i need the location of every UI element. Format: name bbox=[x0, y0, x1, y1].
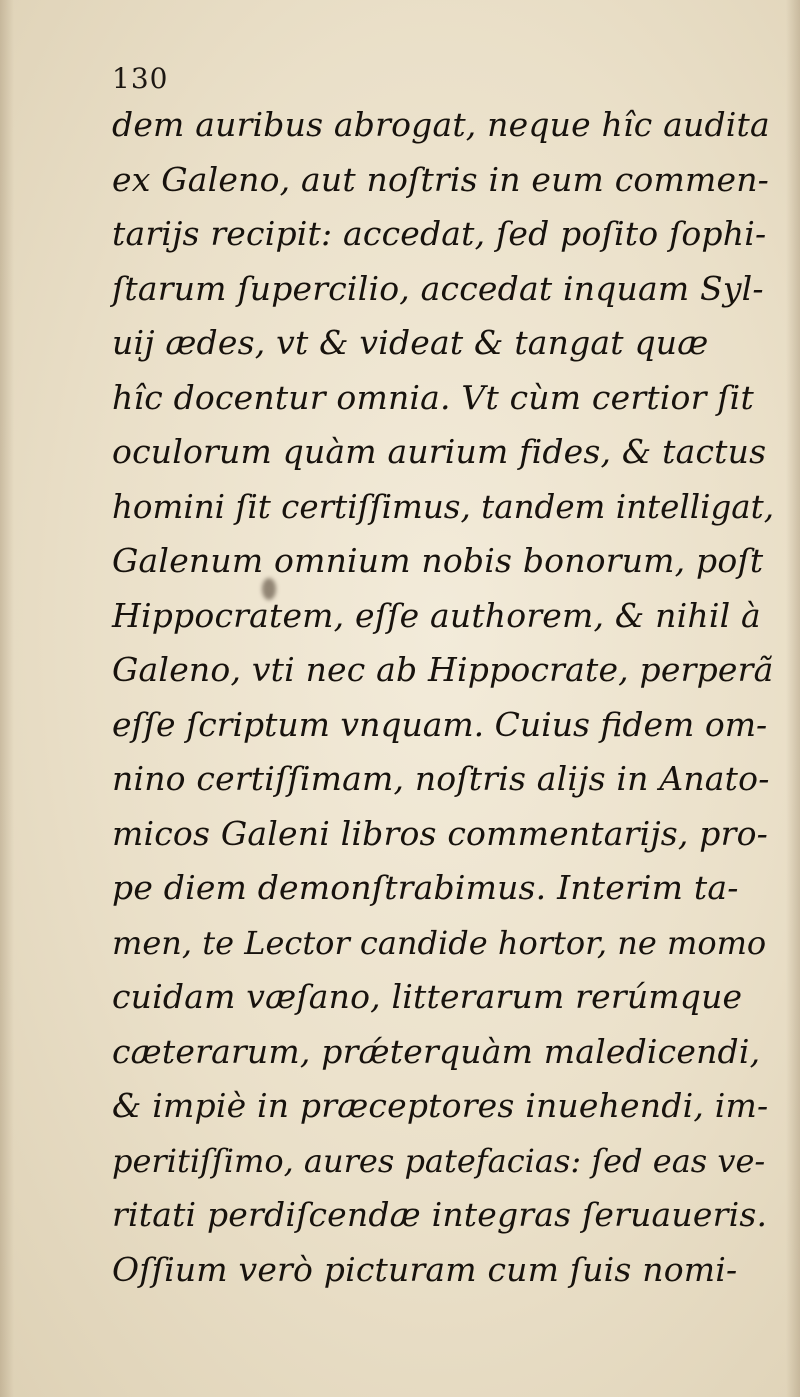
text-line: cæterarum, prǽterquàm maledicendi, bbox=[112, 1031, 761, 1071]
text-line: Hippocratem, eſſe authorem, & nihil à bbox=[112, 595, 761, 635]
text-line: cuidam væſano, litterarum rerúmque bbox=[112, 977, 743, 1016]
text-line: Galeno, vti nec ab Hippocrate, perperã bbox=[112, 650, 774, 689]
text-line: nino certiſſimam, noſtris alijs in Anato- bbox=[112, 759, 770, 798]
text-line: Oſſium verò picturam cum ſuis nomi- bbox=[112, 1249, 738, 1289]
text-line: dem auribus abrogat, neque hîc audita bbox=[112, 105, 770, 144]
text-line: ritati perdiſcendæ integras ſeruaueris. bbox=[112, 1195, 768, 1234]
text-line: pe diem demonſtrabimus. Interim ta- bbox=[112, 868, 739, 907]
text-line: & impiè in præceptores inuehendi, im- bbox=[112, 1086, 769, 1125]
text-line: tarijs recipit: accedat, ſed poſito ſophi- bbox=[112, 214, 767, 253]
text-line: eſſe ſcriptum vnquam. Cuius fidem om- bbox=[112, 704, 768, 744]
text-line: men, te Lector candide hortor, ne momo bbox=[112, 923, 767, 962]
text-line: ſtarum ſupercilio, accedat inquam Syl- bbox=[112, 268, 764, 308]
text-line: micos Galeni libros commentarijs, pro- bbox=[112, 813, 768, 853]
page-edge-shadow-left bbox=[0, 0, 14, 1397]
text-line: Galenum omnium nobis bonorum, poſt bbox=[112, 541, 764, 580]
text-line: peritiſſimo, aures patefacias: ſed eas ve- bbox=[112, 1141, 766, 1180]
text-line: ex Galeno, aut noſtris in eum commen- bbox=[112, 159, 770, 199]
text-line: homini ſit certiſſimus, tandem intelligat, bbox=[112, 487, 775, 526]
page-edge-shadow-right bbox=[786, 0, 800, 1397]
text-line: oculorum quàm aurium fides, & tactus bbox=[112, 432, 767, 471]
page-number: 130 bbox=[112, 62, 169, 95]
text-line: uij ædes, vt & videat & tangat quæ bbox=[112, 323, 709, 362]
text-line: hîc docentur omnia. Vt cùm certior ſit bbox=[112, 377, 754, 417]
body-text bbox=[112, 98, 775, 1297]
